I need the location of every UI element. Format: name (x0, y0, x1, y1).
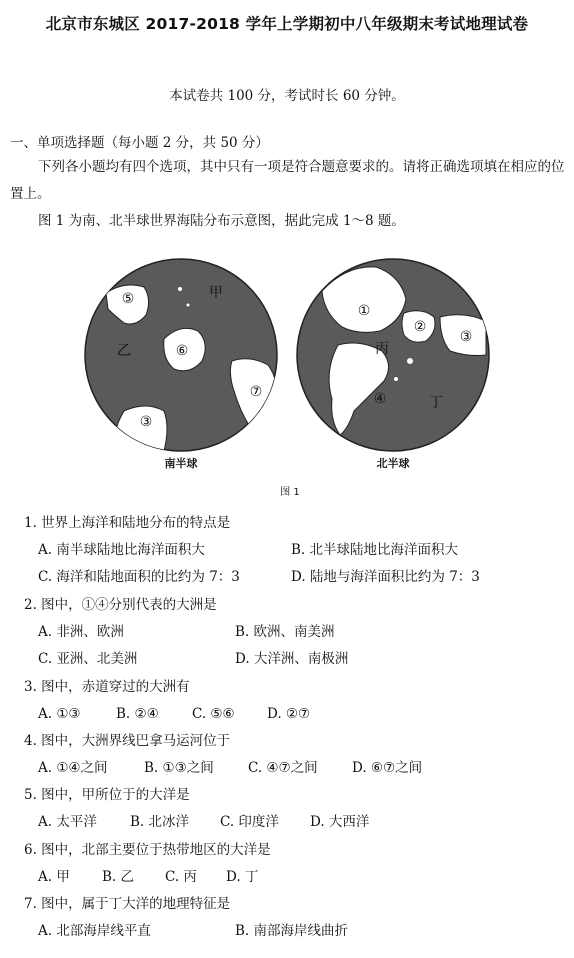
q4-option-b: B. ①③之间 (144, 760, 214, 776)
q4-option-c: C. ④⑦之间 (248, 760, 318, 776)
label-south-5: ⑤ (121, 291, 135, 307)
label-north-1: ① (357, 303, 371, 319)
q2-option-d: D. 大洋洲、南极洲 (235, 651, 349, 667)
label-south-yi: 乙 (117, 343, 131, 359)
exam-title: 北京市东城区 2017-2018 学年上学期初中八年级期末考试地理试卷 (45, 15, 529, 33)
label-north-bing: 丙 (375, 341, 389, 357)
q5-option-d: D. 大西洋 (310, 814, 370, 830)
q5-option-b: B. 北冰洋 (130, 814, 190, 830)
q6-option-b: B. 乙 (102, 869, 135, 885)
q4-option-a: A. ①④之间 (38, 760, 108, 776)
question-5-stem: 5. 图中，甲所位于的大洋是 (24, 787, 190, 803)
question-1-stem: 1. 世界上海洋和陆地分布的特点是 (24, 515, 231, 531)
q3-option-d: D. ②⑦ (267, 706, 311, 722)
figure-1 (84, 251, 496, 501)
q2-option-a: A. 非洲、欧洲 (38, 624, 124, 640)
instructions-paragraph: 下列各小题均有四个选项，其中只有一项是符合题意要求的。请将正确选项填在相应的位置上。 (10, 159, 565, 202)
q3-option-b: B. ②④ (116, 706, 159, 722)
label-south-3: ③ (139, 414, 153, 430)
northern-hemisphere-map (297, 259, 489, 451)
label-north-ding: 丁 (429, 395, 443, 411)
q1-option-c: C. 海洋和陆地面积的比约为 7：3 (38, 569, 240, 585)
label-north-2: ② (413, 319, 427, 335)
q2-option-b: B. 欧洲、南美洲 (235, 624, 335, 640)
q5-option-c: C. 印度洋 (220, 814, 279, 830)
q7-option-a: A. 北部海岸线平直 (38, 923, 151, 939)
q4-option-d: D. ⑥⑦之间 (352, 760, 423, 776)
caption-north: 北半球 (376, 457, 410, 470)
question-2-stem: 2. 图中，①④分别代表的大洲是 (24, 597, 217, 613)
label-north-4: ④ (373, 391, 387, 407)
q1-option-d: D. 陆地与海洋面积比约为 7：3 (291, 569, 480, 585)
question-7-stem: 7. 图中，属于丁大洋的地理特征是 (24, 896, 231, 912)
hemisphere-maps (84, 251, 496, 501)
southern-hemisphere-map (85, 259, 277, 451)
question-3-stem: 3. 图中，赤道穿过的大洲有 (24, 679, 190, 695)
exam-note: 本试卷共 100 分，考试时长 60 分钟。 (169, 88, 405, 104)
q6-option-c: C. 丙 (165, 869, 197, 885)
q3-option-c: C. ⑤⑥ (192, 706, 235, 722)
label-south-6: ⑥ (175, 343, 189, 359)
label-south-jia: 甲 (209, 285, 223, 301)
figure-intro: 图 1 为南、北半球世界海陆分布示意图，据此完成 1～8 题。 (38, 213, 405, 229)
q5-option-a: A. 太平洋 (38, 814, 97, 830)
label-north-3: ③ (459, 329, 473, 345)
question-6-stem: 6. 图中，北部主要位于热带地区的大洋是 (24, 842, 271, 858)
q1-option-a: A. 南半球陆地比海洋面积大 (38, 542, 205, 558)
q7-option-b: B. 南部海岸线曲折 (235, 923, 349, 939)
question-4-stem: 4. 图中，大洲界线巴拿马运河位于 (24, 733, 231, 749)
label-south-7: ⑦ (249, 384, 263, 400)
caption-south: 南半球 (164, 457, 198, 470)
figure-caption: 图 1 (280, 487, 300, 498)
q2-option-c: C. 亚洲、北美洲 (38, 651, 138, 667)
section-title: 一、单项选择题（每小题 2 分，共 50 分） (10, 135, 269, 151)
q6-option-a: A. 甲 (38, 869, 70, 885)
q1-option-b: B. 北半球陆地比海洋面积大 (291, 542, 459, 558)
q3-option-a: A. ①③ (38, 706, 81, 722)
q6-option-d: D. 丁 (226, 869, 259, 885)
